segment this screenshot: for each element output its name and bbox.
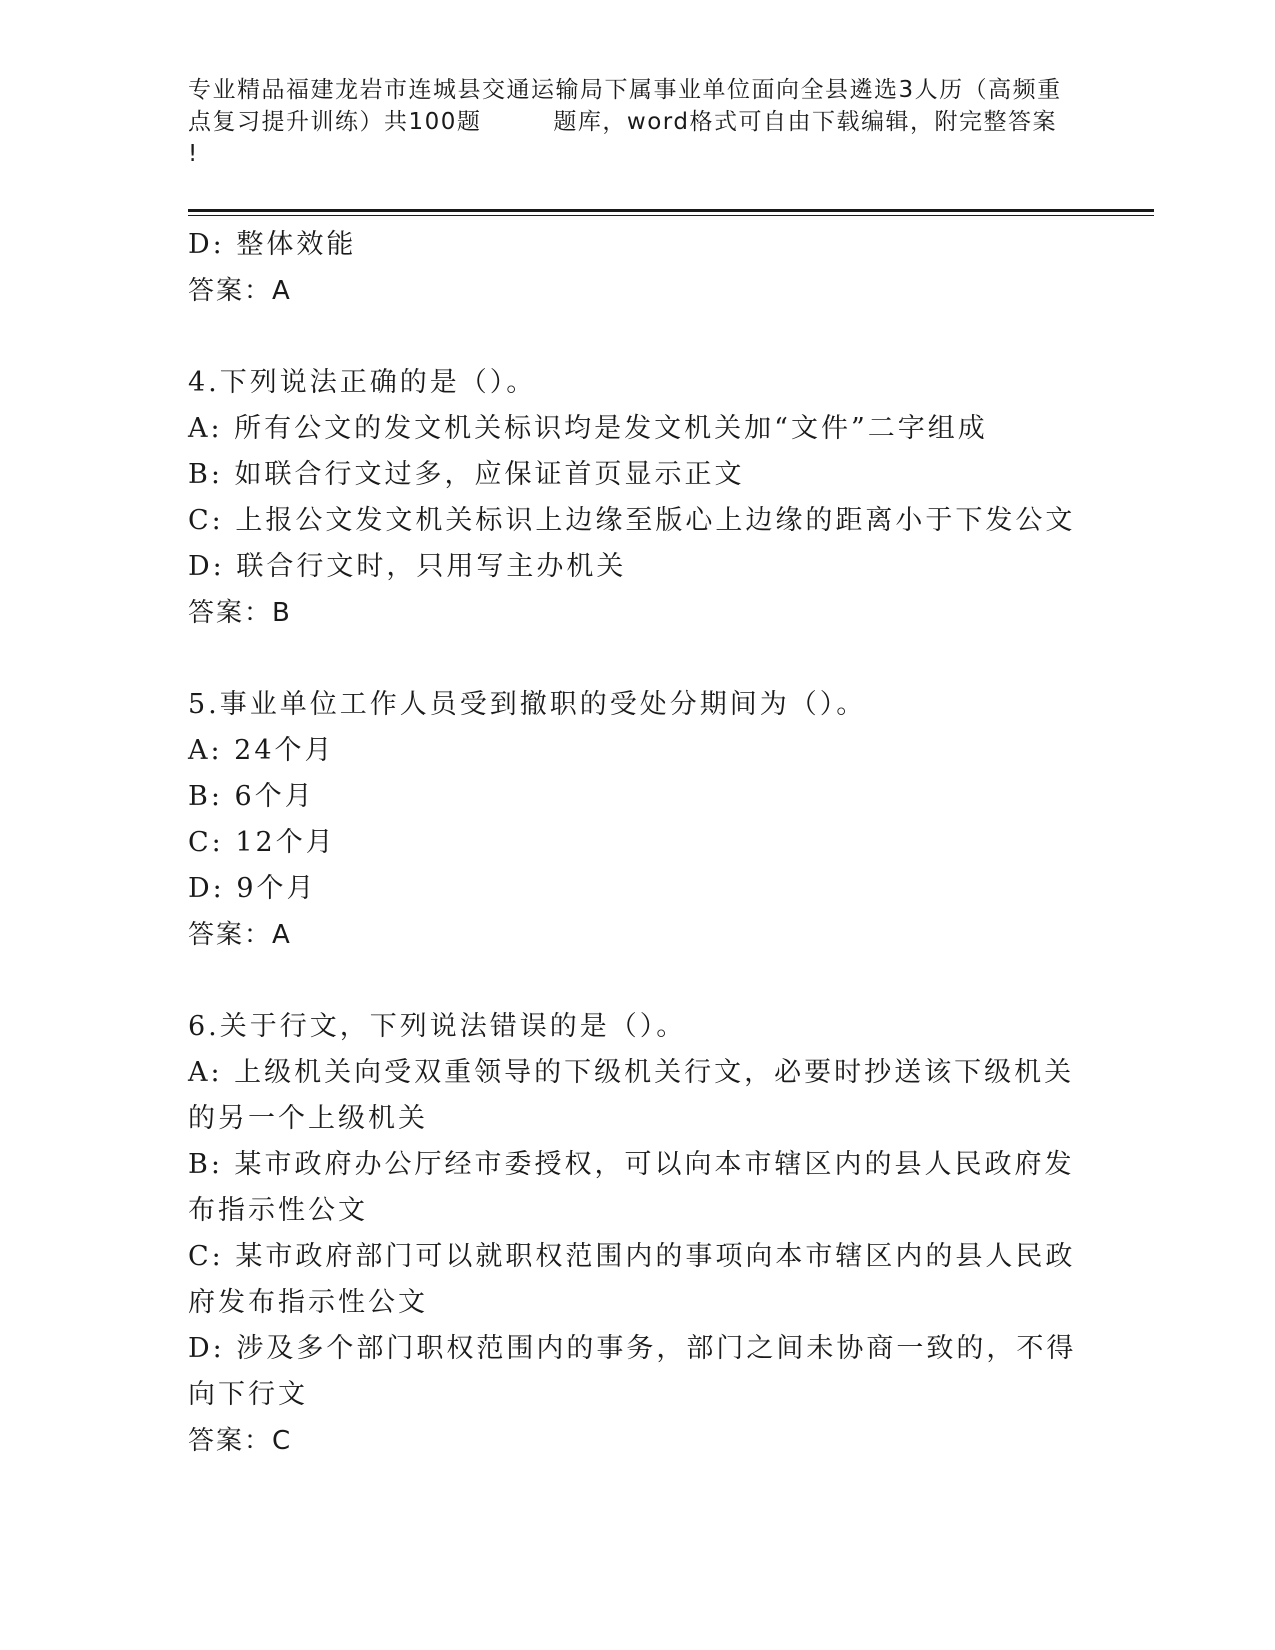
question-stem: 6.关于行文，下列说法错误的是（）。 xyxy=(188,1011,687,1042)
option-c: C: 12个月 xyxy=(188,827,336,858)
prev-option-d: D: 整体效能 xyxy=(188,229,357,260)
option-a: A: 上级机关向受双重领导的下级机关行文，必要时抄送该下级机关的另一个上级机关 xyxy=(188,1057,1075,1134)
document-header xyxy=(188,74,1088,170)
answer: 答案：A xyxy=(188,920,292,950)
option-b: B: 如联合行文过多，应保证首页显示正文 xyxy=(188,459,745,490)
prev-answer: 答案：A xyxy=(188,276,292,306)
header-divider-thick xyxy=(188,209,1154,212)
question-6 xyxy=(188,1004,1088,1464)
question-5 xyxy=(188,682,1088,958)
option-b: B: 某市政府办公厅经市委授权，可以向本市辖区内的县人民政府发布指示性公文 xyxy=(188,1149,1075,1226)
option-d: D: 联合行文时，只用写主办机关 xyxy=(188,551,627,582)
option-d: D: 涉及多个部门职权范围内的事务，部门之间未协商一致的，不得向下行文 xyxy=(188,1333,1077,1410)
header-line-2-part-b: 题库，word格式可自由下载编辑，附完整答案 xyxy=(553,109,1057,135)
header-line-3: ! xyxy=(188,141,199,167)
question-stem: 5.事业单位工作人员受到撤职的受处分期间为（）。 xyxy=(188,689,867,720)
option-b: B: 6个月 xyxy=(188,781,315,812)
question-4 xyxy=(188,360,1088,636)
header-line-2 xyxy=(188,106,1088,138)
answer: 答案：B xyxy=(188,598,292,628)
header-line-2-part-a: 点复习提升训练）共100题 xyxy=(188,109,482,135)
option-c: C: 上报公文发文机关标识上边缘至版心上边缘的距离小于下发公文 xyxy=(188,505,1076,536)
document-body xyxy=(188,222,1088,1464)
header-line-1: 专业精品福建龙岩市连城县交通运输局下属事业单位面向全县遴选3人历（高频重 xyxy=(188,77,1062,103)
header-divider-thin xyxy=(188,215,1154,216)
option-d: D: 9个月 xyxy=(188,873,317,904)
option-c: C: 某市政府部门可以就职权范围内的事项向本市辖区内的县人民政府发布指示性公文 xyxy=(188,1241,1076,1318)
question-stem: 4.下列说法正确的是（）。 xyxy=(188,367,537,398)
option-a: A: 24个月 xyxy=(188,735,335,766)
answer: 答案：C xyxy=(188,1426,293,1456)
option-a: A: 所有公文的发文机关标识均是发文机关加“文件”二字组成 xyxy=(188,413,988,444)
